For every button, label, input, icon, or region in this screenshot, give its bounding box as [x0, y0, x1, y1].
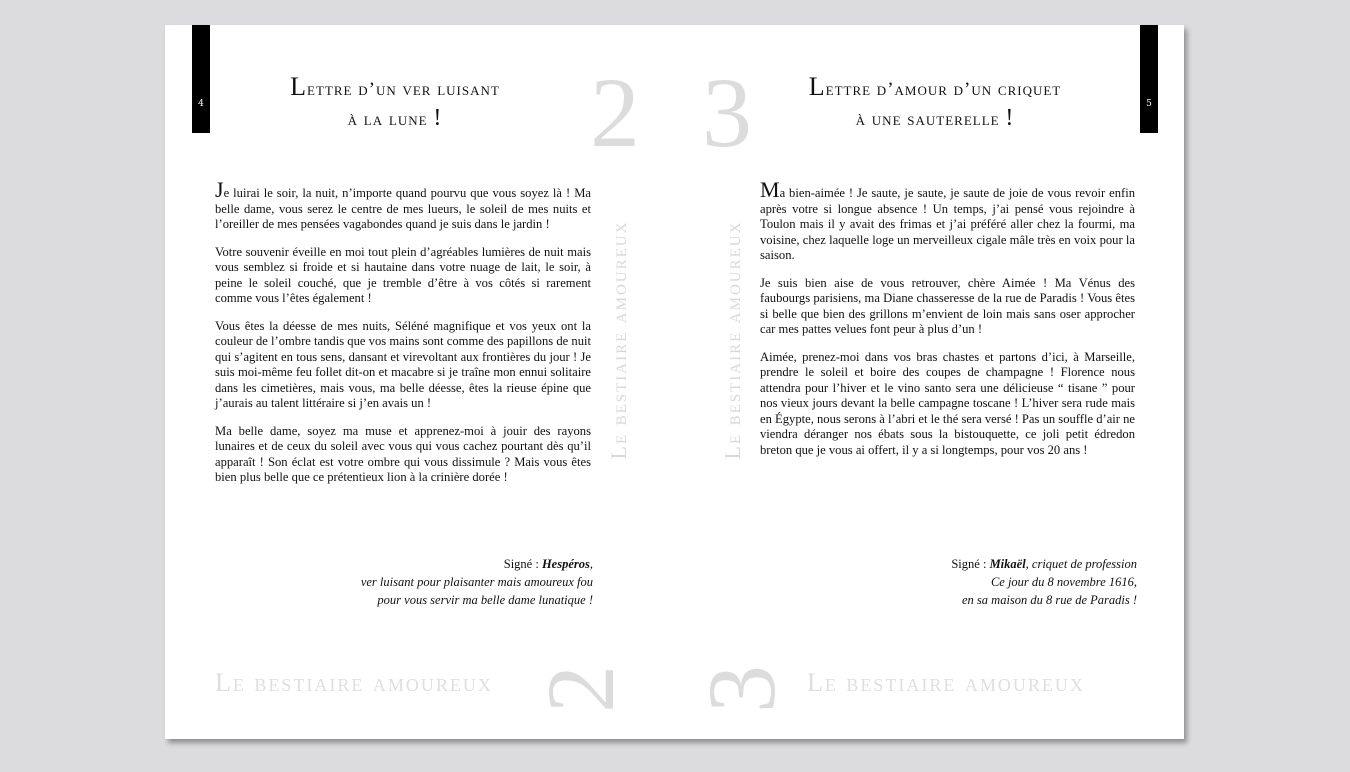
paragraph: Votre souvenir éveille en moi tout plein d’agréables lumières de nuit mais vous semblez si froide et si hautaine dans votre nuage de lait, le soir, à peine le soleil couché, que je tremble d’être à vos côtés si rarement comme vous l’êtes également ! — [215, 244, 591, 305]
paragraph: Je luirai le soir, la nuit, n’importe quand pourvu que vous soyez là ! Ma belle dame, vous serez le centre de mes lueurs, le soleil de mes nuits et l’oreiller de mes pensées vagabondes quand je suis dans le jardin ! — [215, 177, 591, 231]
letter-body-right — [760, 177, 1136, 470]
paragraph: Ma belle dame, soyez ma muse et apprenez-moi à jouir des rayons lunaires et de ceux du soleil avec vous qui vous cachez pourtant dès qu’il apparaît ! Son éclat est votre ombre qui vous dissimule ? Mais vous êtes bien plus belle que ce prétentieux lion à la crinière dorée ! — [215, 423, 591, 484]
page-tab-left — [192, 25, 210, 133]
running-title-vertical-right: Le bestiaire amoureux — [720, 220, 745, 460]
page-tab-right — [1140, 25, 1158, 133]
signer-name-right: Mikaël — [989, 557, 1026, 571]
paragraph: Ma bien-aimée ! Je saute, je saute, je saute de joie de vous revoir enfin après votre si longue absence ! Un temps, j’ai pensé vous rejoindre à Toulon mais il y avait des frimas et j’ai préféré aller chez la fourmi, ma voisine, chez laquelle loge un merveilleux cigale mâle très en voix pour la saison. — [760, 177, 1135, 262]
paragraph: Je suis bien aise de vous retrouver, chère Aimée ! Ma Vénus des faubourgs parisiens, ma Diane chasseresse de la rue de Paradis ! Vous êtes si belle que bien des grillons m’envient de loin mais sans oser approcher car mes pattes velues font peur à plus d’un ! — [760, 275, 1135, 336]
page-number-right: 5 — [1146, 99, 1152, 109]
letter-body-left — [215, 177, 591, 498]
title-line1-right: Lettre d’amour d’un criquet — [808, 72, 1062, 101]
footer-title-right: Le bestiaire amoureux — [807, 668, 1085, 697]
title-line2-right: à une sauterelle — [855, 109, 1000, 130]
letter-title-left — [245, 73, 545, 134]
footer-number-right: 3 — [688, 665, 795, 713]
title-line1-left: Lettre d’un ver luisant — [290, 72, 500, 101]
chapter-number-right: 3 — [702, 57, 752, 168]
title-line2-left: à la lune — [347, 109, 428, 130]
chapter-number-left: 2 — [590, 57, 640, 168]
signature-left: Signé : Hespéros, ver luisant pour plaisanter mais amoureux fou pour vous servir ma belle dame lunatique ! — [360, 557, 593, 607]
dropcap-left: J — [215, 177, 224, 202]
paragraph: Vous êtes la déesse de mes nuits, Séléné magnifique et vos yeux ont la couleur de l’ombre tandis que vos mains sont comme des papillons de nuit qui s’agitent en tous sens, dansant et virevoltant aux frontières du jour ! Je suis moi-même feu follet dit-on et macabre si je traîne mon ennui solitaire dans les cimetières, mais vous, ma belle déesse, êtes la rieuse épine que j’aurais au talent littéraire si j’en avais un ! — [215, 318, 591, 410]
page-number-left: 4 — [198, 99, 204, 109]
dropcap-right: M — [760, 177, 780, 202]
signature-right: Signé : Mikaël, criquet de profession Ce jour du 8 novembre 1616, en sa maison du 8 rue de Paradis ! — [951, 557, 1137, 607]
footer-number-left: 2 — [527, 665, 634, 713]
running-title-vertical-left: Le bestiaire amoureux — [606, 220, 631, 460]
book-spread — [165, 25, 1184, 739]
title-bang-right: ! — [1005, 105, 1015, 131]
paragraph: Aimée, prenez-moi dans vos bras chastes et partons d’ici, à Marseille, prendre le soleil et boire des coupes de champagne ! Florence nous attendra pour l’hiver et le vino santo sera une délicieuse “ tisane ” pour nos vieux jours devant la belle campagne toscane ! L’hiver sera rude mais en Égypte, nous serons à l’abri et le thé sera versé ! Pas un souffle d’air ne viendra déranger nos ébats sous la bistouquette, ce joli petit édredon breton que je vous ai offert, il y a si longtemps, pour vos 20 ans ! — [760, 349, 1136, 457]
signer-name-left: Hespéros — [541, 557, 590, 571]
letter-title-right — [785, 73, 1085, 134]
footer-title-left: Le bestiaire amoureux — [215, 668, 493, 697]
title-bang-left: ! — [433, 105, 443, 131]
